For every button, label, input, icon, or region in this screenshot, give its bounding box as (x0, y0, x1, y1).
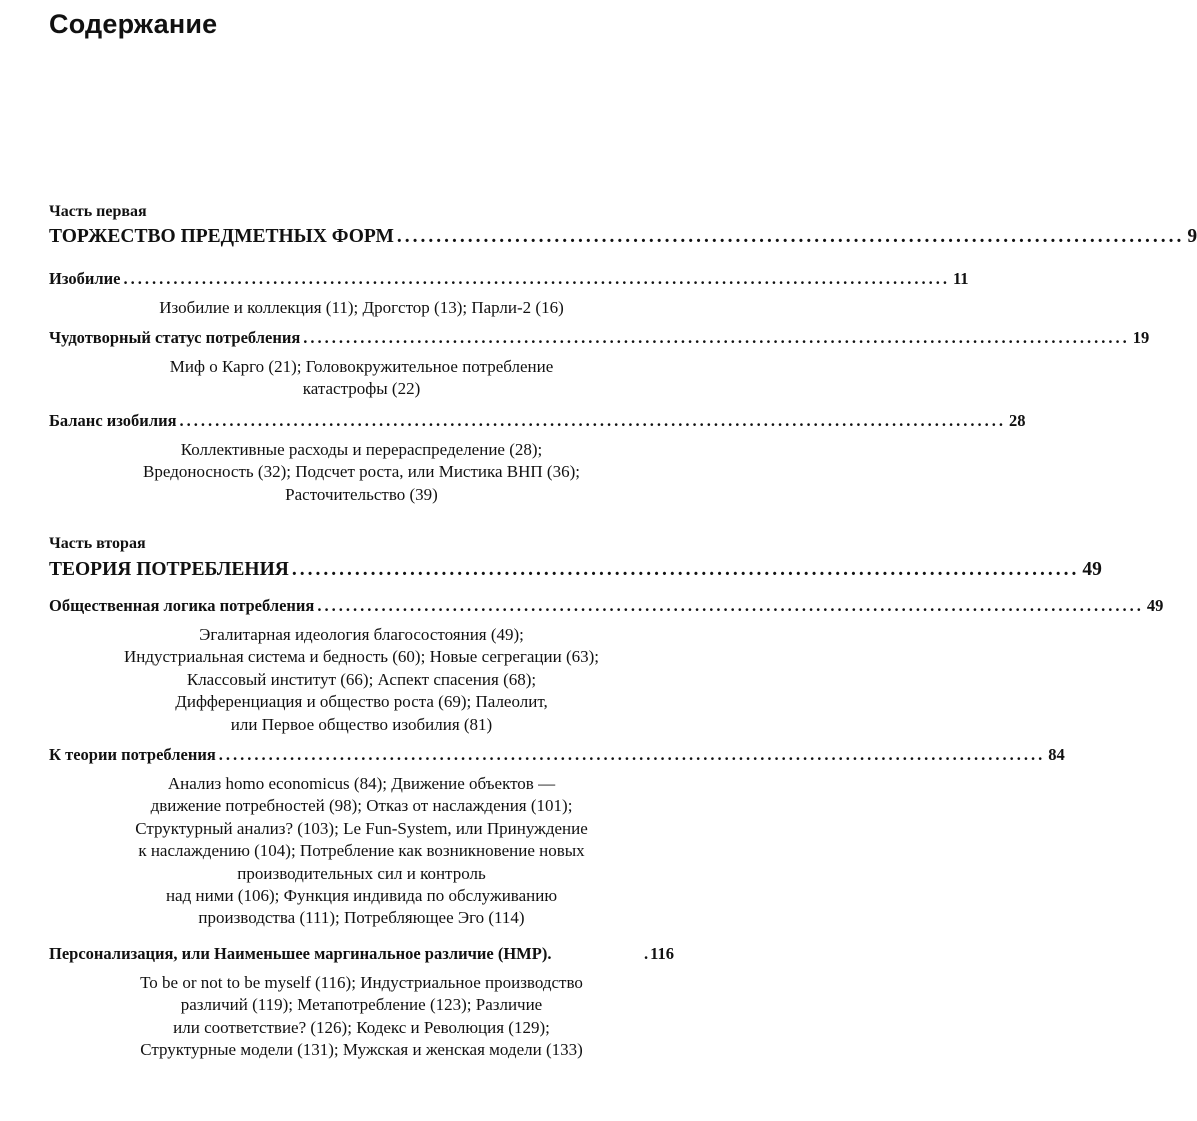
dot-leader: .................................................................................................................... (317, 596, 1144, 615)
section-line: Вредоносность (32); Подсчет роста, или Мистика ВНП (36); (143, 462, 580, 482)
toc-chapter[interactable] (49, 328, 1150, 348)
toc-entry-page: 11 (952, 269, 969, 288)
toc-sections (49, 439, 674, 506)
dot-leader: . (644, 944, 650, 963)
section-line: над ними (106); Функция индивида по обслуживанию (165, 886, 558, 906)
toc-chapter[interactable] (49, 596, 1164, 616)
section-line: Изобилие и коллекция (11); Дрогстор (13); Парли-2 (16) (159, 298, 564, 317)
toc-entry-page: 84 (1048, 745, 1065, 764)
toc-entry-page: 19 (1132, 328, 1150, 347)
toc-entry-title: ТЕОРИЯ ПОТРЕБЛЕНИЯ (49, 559, 289, 580)
part-label: Часть первая (49, 203, 147, 220)
toc-chapter[interactable] (49, 745, 1065, 765)
toc-entry-title: Изобилие (49, 269, 121, 288)
section-line: производства (111); Потребляющее Эго (114) (198, 908, 525, 928)
toc-entry-page: 49 (1146, 596, 1164, 615)
toc-entry-page: 9 (1187, 226, 1197, 247)
section-line: Коллективные расходы и перераспределение (28); (180, 440, 543, 459)
dot-leader: .................................................................................................................... (218, 745, 1046, 764)
toc-chapter[interactable] (49, 269, 969, 289)
toc-chapter[interactable] (49, 944, 674, 964)
section-line: Расточительство (39) (285, 484, 438, 504)
dot-leader: .................................................................................................................... (303, 328, 1130, 347)
section-line: Эгалитарная идеология благосостояния (49); (199, 625, 524, 644)
toc-entry-title: Персонализация, или Наименьшее маргинальное различие (НМР). (49, 944, 552, 963)
section-line: движение потребностей (98); Отказ от наслаждения (101); (150, 796, 573, 816)
toc-entry-title: Чудотворный статус потребления (49, 328, 301, 347)
toc-entry-page: 28 (1009, 411, 1026, 430)
toc-entry-title: Баланс изобилия (49, 411, 177, 430)
toc-sections (49, 624, 674, 736)
section-line: различий (119); Метапотребление (123); Различие (180, 995, 543, 1015)
dot-leader: .................................................................................................... (291, 559, 1080, 580)
toc-entry-page: 49 (1082, 559, 1102, 580)
section-line: или Первое общество изобилия (81) (230, 714, 493, 734)
section-line: Структурные модели (131); Мужская и женская модели (133) (140, 1040, 583, 1060)
section-line: катастрофы (22) (302, 379, 421, 399)
section-line: Классовый институт (66); Аспект спасения (68); (186, 669, 537, 689)
toc-entry-title: Общественная логика потребления (49, 596, 315, 615)
section-line: To be or not to be myself (116); Индустриальное производство (140, 973, 583, 992)
toc-chapter[interactable] (49, 411, 1026, 431)
toc-sections (49, 773, 674, 930)
section-line: Индустриальная система и бедность (60); Новые сегрегации (63); (123, 647, 600, 667)
dot-leader: .................................................................................................... (396, 226, 1185, 247)
section-line: или соответствие? (126); Кодекс и Революция (129); (173, 1017, 550, 1037)
page-title: Содержание (49, 9, 218, 39)
section-line: производительных сил и контроль (237, 863, 486, 883)
section-line: к наслаждению (104); Потребление как возникновение новых (138, 841, 585, 861)
part-label: Часть вторая (49, 535, 146, 552)
toc-entry-page: 116 (650, 944, 674, 963)
dot-leader: .................................................................................................................... (123, 269, 950, 288)
section-line: Дифференциация и общество роста (69); Палеолит, (175, 692, 548, 712)
dot-leader: .................................................................................................................... (179, 411, 1007, 430)
section-line: Миф о Карго (21); Головокружительное потребление (169, 357, 554, 376)
toc-entry-title: К теории потребления (49, 745, 216, 764)
toc-part-heading[interactable] (49, 559, 1102, 581)
toc-sections (49, 356, 674, 401)
toc-entry-title: ТОРЖЕСТВО ПРЕДМЕТНЫХ ФОРМ (49, 226, 394, 247)
toc-part-heading[interactable] (49, 226, 1197, 248)
section-line: Анализ homo economicus (84); Движение объектов — (167, 774, 556, 793)
section-line: Структурный анализ? (103); Le Fun-System, или Принуждение (135, 818, 588, 838)
toc-sections (49, 972, 674, 1062)
toc-sections (49, 297, 674, 319)
